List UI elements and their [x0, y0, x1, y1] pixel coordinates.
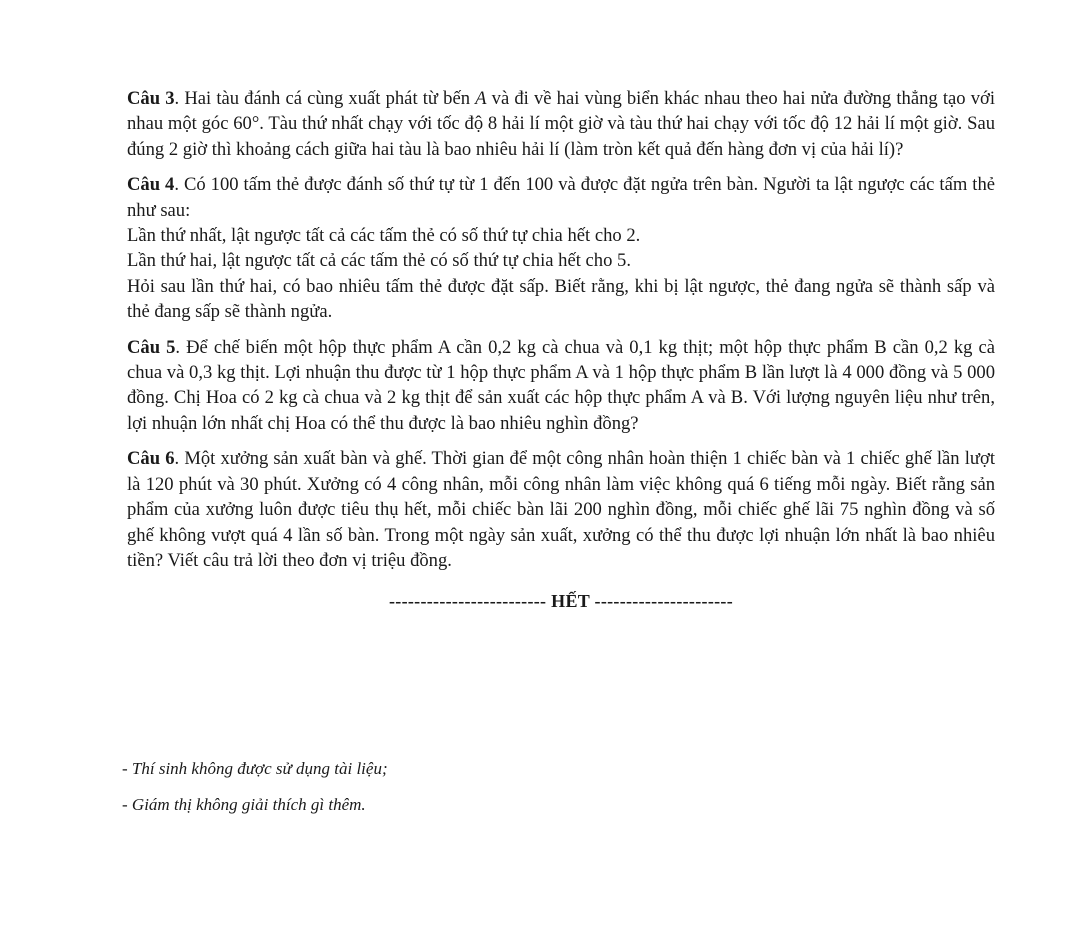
question-6-paragraph	[127, 446, 995, 573]
question-3-label: Câu 3	[127, 88, 175, 109]
question-3-text-end: và đi về hai vùng biển khác nhau theo hai nửa đường thẳng tạo với nhau một góc 60°. Tàu thứ nhất chạy với tốc độ 8 hải lí một giờ và tàu thứ hai chạy với tốc độ 12 hải lí một giờ. Sau đúng 2 giờ thì khoảng cách giữa hai tàu là bao nhiêu hải lí (làm tròn kết quả đến hàng đơn vị của hải lí)?	[127, 88, 995, 160]
question-6-text: . Một xưởng sản xuất bàn và ghế. Thời gian để một công nhân hoàn thiện 1 chiếc bàn và 1 chiếc ghế lần lượt là 120 phút và 30 phút. Xưởng có 4 công nhân, mỗi công nhân làm việc không quá 6 tiếng mỗi ngày. Biết rằng sản phẩm của xưởng luôn được tiêu thụ hết, mỗi chiếc bàn lãi 200 nghìn đồng, mỗi chiếc ghế lãi 75 nghìn đồng và số ghế không vượt quá 4 lần số bàn. Trong một ngày sản xuất, xưởng có thể thu được lợi nhuận lớn nhất là bao nhiêu tiền? Viết câu trả lời theo đơn vị triệu đồng.	[127, 448, 995, 571]
question-6-label: Câu 6	[127, 448, 175, 470]
exam-page	[127, 86, 995, 626]
variable-a: A	[475, 88, 487, 109]
question-3-paragraph	[127, 86, 995, 162]
question-5-paragraph	[127, 335, 995, 437]
question-5	[127, 335, 995, 437]
exam-notes	[122, 757, 388, 829]
note-2: - Giám thị không giải thích gì thêm.	[122, 795, 366, 814]
question-4-line-3: Hỏi sau lần thứ hai, có bao nhiêu tấm thẻ được đặt sấp. Biết rằng, khi bị lật ngược, thẻ đang ngửa sẽ thành sấp và thẻ đang sấp sẽ thành ngửa.	[127, 275, 995, 323]
question-4-label: Câu 4	[127, 174, 175, 196]
question-3	[127, 86, 995, 162]
question-4	[127, 172, 995, 324]
question-6	[127, 446, 995, 573]
question-3-text-start: . Hai tàu đánh cá cùng xuất phát từ bến	[174, 88, 476, 109]
note-1: - Thí sinh không được sử dụng tài liệu;	[122, 759, 388, 778]
end-marker: ------------------------- HẾT ----------------------	[388, 591, 733, 612]
question-4-intro: . Có 100 tấm thẻ được đánh số thứ tự từ 1 đến 100 và được đặt ngửa trên bàn. Người ta lật ngược các tấm thẻ như sau:	[127, 174, 995, 221]
question-5-label: Câu 5	[127, 336, 176, 358]
question-4-line-2: Lần thứ hai, lật ngược tất cả các tấm thẻ có số thứ tự chia hết cho 5.	[127, 250, 631, 272]
question-5-text: . Để chế biến một hộp thực phẩm A cần 0,2 kg cà chua và 0,1 kg thịt; một hộp thực phẩm B cần 0,2 kg cà chua và 0,3 kg thịt. Lợi nhuận thu được từ 1 hộp thực phẩm A và 1 hộp thực phẩm B lần lượt là 4 000 đồng và 5 000 đồng. Chị Hoa có 2 kg cà chua và 2 kg thịt để sản xuất các hộp thực phẩm A và B. Với lượng nguyên liệu như trên, lợi nhuận lớn nhất chị Hoa có thể thu được là bao nhiêu nghìn đồng?	[127, 336, 995, 434]
question-4-intro-paragraph	[127, 172, 995, 223]
question-4-line-1: Lần thứ nhất, lật ngược tất cả các tấm thẻ có số thứ tự chia hết cho 2.	[127, 225, 641, 247]
